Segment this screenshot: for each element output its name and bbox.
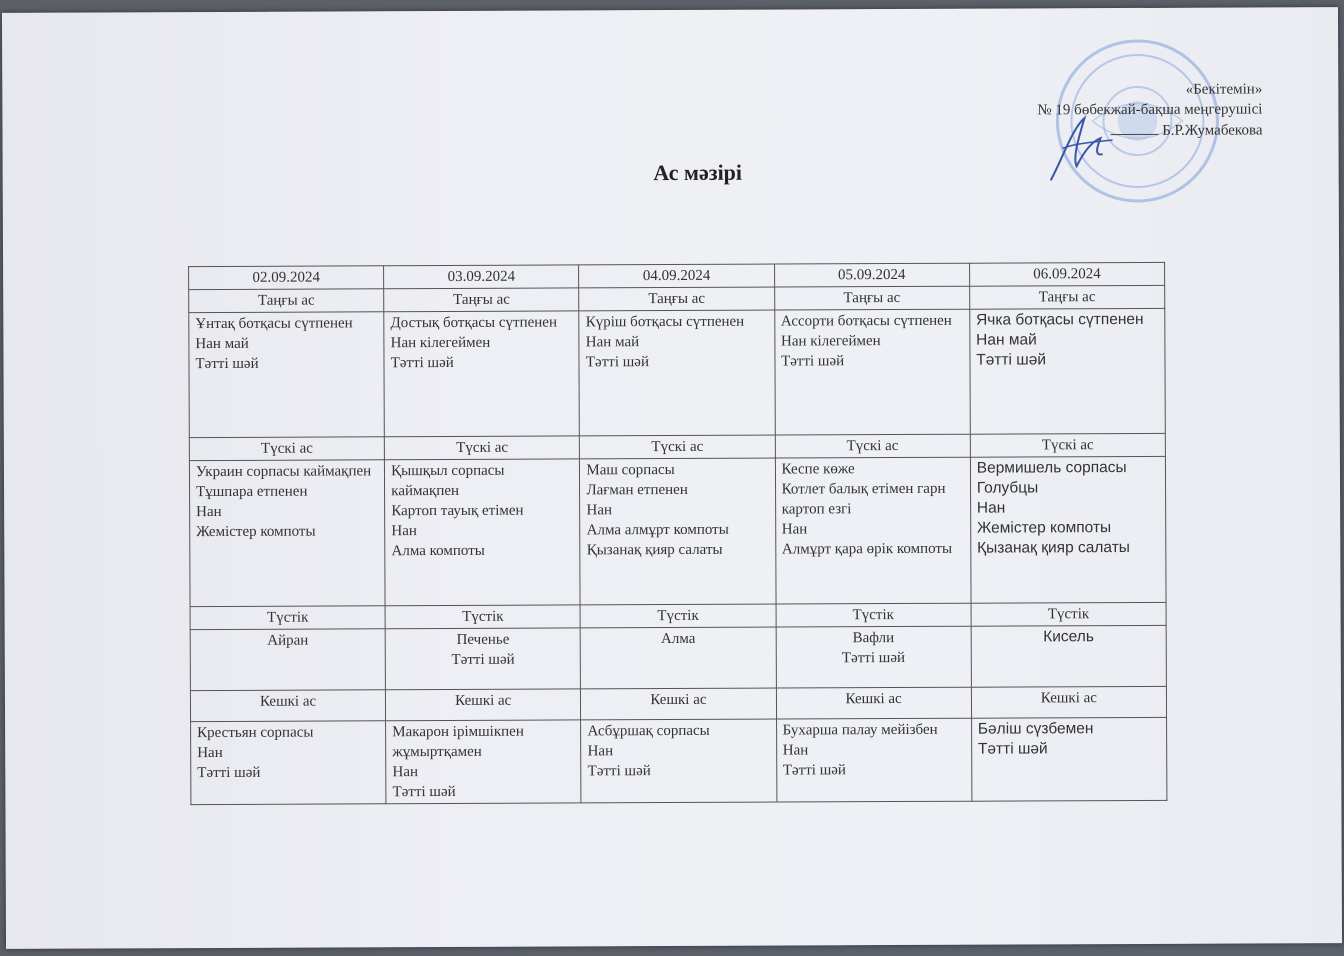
meal-label: Түскі ас — [580, 435, 775, 459]
menu-cell — [776, 718, 972, 802]
dish-item: Күріш ботқасы сүтпенен — [585, 313, 745, 331]
date-cell: 05.09.2024 — [774, 263, 969, 287]
menu-cell — [189, 312, 385, 438]
dish-item: Ячка ботқасы сүтпенен — [976, 310, 1144, 329]
menu-cell — [579, 310, 775, 436]
dish-item: Достық ботқасы сүтпенен — [390, 314, 558, 332]
dish-item: Тәтті шәй — [976, 351, 1047, 369]
dish-item: Нан май — [585, 334, 640, 351]
dish-item: Украин сорпасы каймақпен — [195, 463, 372, 481]
dish-item: Тәтті шәй — [451, 651, 515, 668]
dish-item: Тұшпара етпенен — [196, 483, 308, 501]
approval-block — [962, 79, 1262, 141]
menu-cell — [580, 458, 776, 605]
dish-item: Қызанақ қияр салаты — [977, 539, 1130, 557]
menu-cell — [774, 309, 970, 435]
dish-item: Тәтті шәй — [781, 353, 845, 370]
menu-cell — [189, 460, 385, 607]
menu-cell — [970, 308, 1166, 434]
dish-item: Жемістер компоты — [196, 523, 316, 541]
meal-label: Түстік — [776, 603, 971, 627]
dish-item: Нан кілегеймен — [390, 334, 491, 352]
approval-position: № 19 бөбекжай-бақша меңгерушісі — [1037, 101, 1263, 119]
dish-item: Картоп тауық етімен — [391, 502, 524, 520]
menu-cell — [384, 311, 580, 437]
dish-item: Вафли — [852, 630, 895, 647]
date-cell: 04.09.2024 — [579, 264, 774, 288]
meal-label: Кешкі ас — [776, 687, 971, 719]
menu-cell — [385, 459, 581, 606]
date-cell: 02.09.2024 — [189, 266, 384, 290]
meal-label: Таңғы ас — [189, 289, 384, 313]
dish-item: Ассорти ботқасы сүтпенен — [780, 312, 952, 330]
dish-item: Тәтті шәй — [587, 763, 651, 780]
dish-item: Макарон ірімшікпен жұмыртқамен — [392, 723, 524, 761]
dish-item: Кеспе көже — [781, 461, 855, 478]
dish-item: Маш сорпасы — [586, 461, 675, 479]
dish-item: Тәтті шәй — [782, 762, 846, 779]
menu-cell — [190, 629, 385, 691]
dish-item: Нан — [976, 499, 1006, 517]
dish-item: Лағман етпенен — [586, 481, 688, 499]
dish-item: Алма — [660, 630, 696, 648]
meal-label: Түстік — [580, 604, 775, 628]
date-cell: 03.09.2024 — [384, 265, 579, 289]
signature-line — [1110, 120, 1158, 135]
dish-item: Бухарша палау мейізбен — [782, 721, 938, 739]
meal-label: Түстік — [385, 605, 580, 629]
dish-item: Нан — [586, 502, 613, 519]
menu-cell — [971, 625, 1167, 687]
dish-item: Нан май — [195, 335, 249, 353]
menu-cell — [970, 456, 1166, 603]
meal-label: Таңғы ас — [774, 286, 969, 310]
dish-item: Котлет балық етімен гарн картоп езгі — [781, 480, 946, 518]
dish-item: Нан — [782, 742, 809, 759]
menu-cell — [386, 720, 582, 804]
menu-cell — [776, 626, 971, 688]
dish-item: Крестьян сорпасы — [197, 724, 314, 742]
menu-cell — [581, 627, 776, 689]
snack-row — [190, 625, 1166, 690]
meal-label: Кешкі ас — [581, 688, 776, 720]
dish-item: Тәтті шәй — [390, 354, 454, 372]
date-cell: 06.09.2024 — [969, 262, 1164, 286]
dish-item: Айран — [267, 632, 309, 649]
meal-label: Кешкі ас — [190, 690, 385, 722]
menu-cell — [191, 721, 387, 805]
dish-item: Нан — [781, 521, 808, 538]
dish-item: Жемістер компоты — [976, 519, 1112, 537]
menu-cell — [581, 719, 777, 803]
dish-item: Тәтті шәй — [195, 355, 259, 373]
dinner-header-row — [190, 686, 1166, 721]
meal-label: Түскі ас — [775, 434, 970, 458]
dish-item: Асбұршақ сорпасы — [587, 722, 710, 740]
dish-item: Нан — [587, 743, 614, 760]
dish-item: Нан кілегеймен — [780, 333, 881, 350]
dish-item: Тәтті шәй — [977, 740, 1048, 758]
meal-label: Таңғы ас — [969, 285, 1164, 309]
dish-item: Вермишель сорпасы — [976, 459, 1127, 477]
dish-item: Тәтті шәй — [197, 764, 261, 782]
approval-signatory — [962, 119, 1262, 141]
dish-item: Қызанақ қияр салаты — [586, 541, 723, 559]
approval-heading: «Бекітемін» — [1185, 81, 1263, 98]
dish-item: Голубцы — [976, 479, 1039, 497]
menu-table — [188, 262, 1167, 805]
meal-label: Түскі ас — [385, 436, 580, 460]
dish-item: Нан — [196, 503, 222, 521]
dish-item: Нан — [392, 764, 419, 781]
dinner-row — [191, 717, 1167, 804]
dish-item: Алмұрт қара өрік компоты — [781, 540, 953, 558]
meal-label: Түскі ас — [189, 437, 384, 461]
dish-item: Алма алмұрт компоты — [586, 521, 729, 539]
signatory-name: Б.Р.Жумабекова — [1162, 122, 1263, 139]
meal-label: Түскі ас — [970, 433, 1165, 457]
lunch-row — [189, 456, 1166, 606]
menu-cell — [971, 717, 1167, 801]
dish-item: Печенье — [456, 631, 510, 648]
dish-item: Тәтті шәй — [841, 649, 906, 667]
dish-item: Тәтті шәй — [392, 783, 456, 801]
menu-cell — [385, 628, 580, 690]
dish-item: Нан — [197, 744, 223, 762]
dish-item: Ұнтақ ботқасы сүтпенен — [195, 315, 353, 333]
meal-label: Кешкі ас — [971, 686, 1166, 718]
meal-label: Түстік — [190, 606, 385, 630]
paper-sheet — [2, 7, 1342, 949]
dish-item: Қышқыл сорпасы каймақпен — [391, 462, 505, 500]
dish-item: Бәліш сүзбемен — [977, 720, 1094, 738]
meal-label: Түстік — [971, 602, 1166, 626]
dish-item: Тәтті шәй — [585, 354, 649, 371]
menu-cell — [775, 457, 971, 604]
meal-label: Таңғы ас — [384, 288, 579, 312]
dish-item: Нан май — [976, 331, 1037, 349]
dish-item: Алма компоты — [391, 542, 485, 560]
dish-item: Кисель — [1043, 628, 1094, 646]
meal-label: Кешкі ас — [386, 689, 581, 721]
meal-label: Таңғы ас — [579, 287, 774, 311]
dish-item: Нан — [391, 523, 417, 540]
page-title: Ас мәзірі — [653, 159, 743, 186]
breakfast-row — [189, 308, 1166, 437]
